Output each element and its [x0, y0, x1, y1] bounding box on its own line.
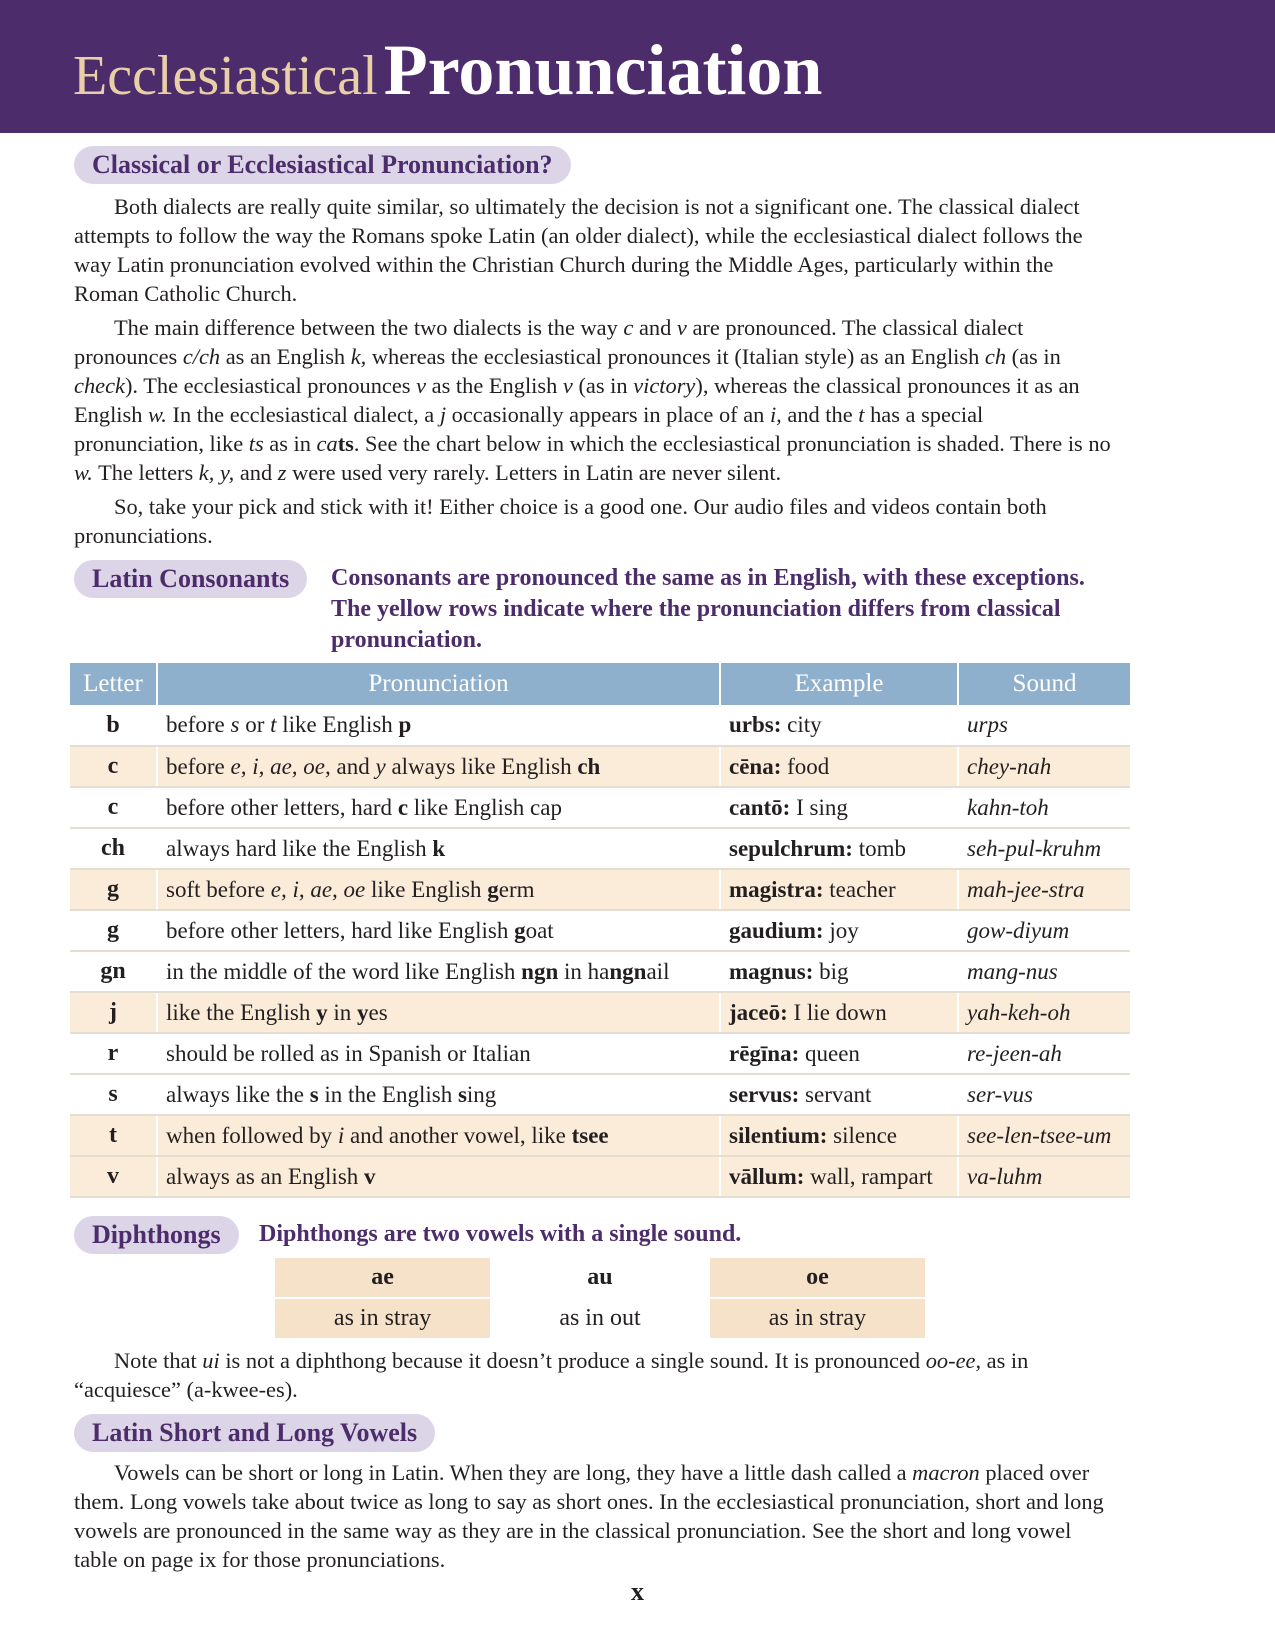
cell-pronunciation: always hard like the English k	[157, 828, 720, 869]
cell-sound: yah-keh-oh	[958, 992, 1130, 1033]
cell-example: gaudium: joy	[720, 910, 958, 951]
table-row	[70, 828, 1130, 869]
cell-sound: re-jeen-ah	[958, 1033, 1130, 1074]
cell-example: rēgīna: queen	[720, 1033, 958, 1074]
cell-letter: g	[70, 869, 157, 910]
table-row	[70, 746, 1130, 787]
cell-example: sepulchrum: tomb	[720, 828, 958, 869]
cell-letter: s	[70, 1074, 157, 1115]
column-header-example: Example	[720, 663, 958, 705]
column-header-pronunciation: Pronunciation	[157, 663, 720, 705]
cell-letter: gn	[70, 951, 157, 992]
cell-example: urbs: city	[720, 705, 958, 746]
cell-pronunciation: always like the s in the English sing	[157, 1074, 720, 1115]
intro-paragraph-3: So, take your pick and stick with it! Either choice is a good one. Our audio files and videos contain both pronunciations.	[74, 494, 1047, 548]
diphthong-desc: as in stray	[275, 1298, 492, 1338]
cell-letter: c	[70, 787, 157, 828]
cell-pronunciation: in the middle of the word like English ngn in hangnail	[157, 951, 720, 992]
cell-pronunciation: always as an English v	[157, 1156, 720, 1197]
table-row	[70, 910, 1130, 951]
cell-sound: gow-diyum	[958, 910, 1130, 951]
cell-letter: t	[70, 1115, 157, 1156]
section-heading-classical-or-ecclesiastical: Classical or Ecclesiastical Pronunciation?	[74, 146, 571, 184]
cell-example: cantō: I sing	[720, 787, 958, 828]
cell-sound: chey-nah	[958, 746, 1130, 787]
cell-pronunciation: should be rolled as in Spanish or Italian	[157, 1033, 720, 1074]
diphthong-pair: oe	[708, 1258, 925, 1298]
vowels-paragraph: Vowels can be short or long in Latin. When they are long, they have a little dash called a macron placed over them. Long vowels take about twice as long to say as short ones. In the ecclesiastical pronunciation, short and long vowels are pronounced in the same way as they are in the classical pronunciation. See the short and long vowel table on page ix for those pronunciations.	[74, 1460, 1104, 1572]
consonants-lead: Consonants are pronounced the same as in English, with these exceptions. The yellow rows indicate where the pronunciation differs from classical pronunciation.	[331, 565, 1085, 653]
cell-letter: j	[70, 992, 157, 1033]
page-number: x	[631, 1577, 644, 1606]
cell-pronunciation: before other letters, hard like English goat	[157, 910, 720, 951]
table-row	[70, 951, 1130, 992]
cell-example: servus: servant	[720, 1074, 958, 1115]
table-row	[70, 1033, 1130, 1074]
table-row	[70, 1115, 1130, 1156]
table-row	[70, 787, 1130, 828]
cell-example: vāllum: wall, rampart	[720, 1156, 958, 1197]
intro-paragraph-2: The main difference between the two dialects is the way c and v are pronounced. The classical dialect pronounces c/ch as an English k, whereas the ecclesiastical pronounces it (Italian style) as an English ch (as in check). The ecclesiastical pronounces v as the English v (as in victory), whereas the classical pronounces it as an English w. In the ecclesiastical dialect, a j occasionally appears in place of an i, and the t has a special pronunciation, like ts as in cats. See the chart below in which the ecclesiastical pronunciation is shaded. There is no w. The letters k, y, and z were used very rarely. Letters in Latin are never silent.	[74, 315, 1111, 485]
cell-pronunciation: before e, i, ae, oe, and y always like English ch	[157, 746, 720, 787]
cell-letter: r	[70, 1033, 157, 1074]
cell-pronunciation: soft before e, i, ae, oe like English germ	[157, 869, 720, 910]
page-title-bold: Pronunciation	[383, 30, 823, 110]
cell-sound: va-luhm	[958, 1156, 1130, 1197]
cell-example: jaceō: I lie down	[720, 992, 958, 1033]
cell-example: magnus: big	[720, 951, 958, 992]
cell-pronunciation: like the English y in yes	[157, 992, 720, 1033]
section-heading-latin-consonants: Latin Consonants	[74, 560, 307, 598]
diphthong-desc: as in out	[492, 1298, 709, 1338]
cell-letter: g	[70, 910, 157, 951]
column-header-letter: Letter	[70, 663, 157, 705]
cell-sound: urps	[958, 705, 1130, 746]
diphthong-pair: ae	[275, 1258, 492, 1298]
section-heading-short-long-vowels: Latin Short and Long Vowels	[74, 1414, 435, 1452]
table-row	[70, 705, 1130, 746]
cell-letter: ch	[70, 828, 157, 869]
page-title	[73, 30, 823, 110]
cell-pronunciation: before s or t like English p	[157, 705, 720, 746]
cell-letter: v	[70, 1156, 157, 1197]
cell-letter: c	[70, 746, 157, 787]
cell-pronunciation: when followed by i and another vowel, like tsee	[157, 1115, 720, 1156]
cell-example: magistra: teacher	[720, 869, 958, 910]
cell-letter: b	[70, 705, 157, 746]
page-title-light: Ecclesiastical	[73, 45, 378, 107]
table-row	[70, 1156, 1130, 1197]
diphthongs-lead: Diphthongs are two vowels with a single sound.	[259, 1221, 742, 1247]
consonants-table	[70, 663, 1130, 1198]
table-row	[70, 869, 1130, 910]
table-row	[70, 992, 1130, 1033]
consonants-table-header	[70, 663, 1130, 705]
page-header	[0, 0, 1275, 133]
cell-sound: ser-vus	[958, 1074, 1130, 1115]
diphthong-pair: au	[492, 1258, 709, 1298]
section-heading-diphthongs: Diphthongs	[74, 1216, 239, 1254]
table-row	[70, 1074, 1130, 1115]
diphthong-note: Note that ui is not a diphthong because it doesn’t produce a single sound. It is pronounced oo-ee, as in “acquiesce” (a-kwee-es).	[74, 1348, 1029, 1402]
diphthong-pairs-row	[275, 1258, 925, 1298]
cell-example: silentium: silence	[720, 1115, 958, 1156]
intro-paragraph-1: Both dialects are really quite similar, so ultimately the decision is not a significant one. The classical dialect attempts to follow the way the Romans spoke Latin (an older dialect), while the ecclesiastical dialect follows the way Latin pronunciation evolved within the Christian Church during the Middle Ages, particularly within the Roman Catholic Church.	[74, 194, 1083, 306]
diphthong-desc-row	[275, 1298, 925, 1338]
cell-sound: seh-pul-kruhm	[958, 828, 1130, 869]
diphthongs-table	[275, 1258, 925, 1338]
diphthong-desc: as in stray	[708, 1298, 925, 1338]
cell-sound: see-len-tsee-um	[958, 1115, 1130, 1156]
cell-example: cēna: food	[720, 746, 958, 787]
cell-sound: mah-jee-stra	[958, 869, 1130, 910]
cell-sound: mang-nus	[958, 951, 1130, 992]
column-header-sound: Sound	[958, 663, 1130, 705]
cell-pronunciation: before other letters, hard c like English cap	[157, 787, 720, 828]
cell-sound: kahn-toh	[958, 787, 1130, 828]
